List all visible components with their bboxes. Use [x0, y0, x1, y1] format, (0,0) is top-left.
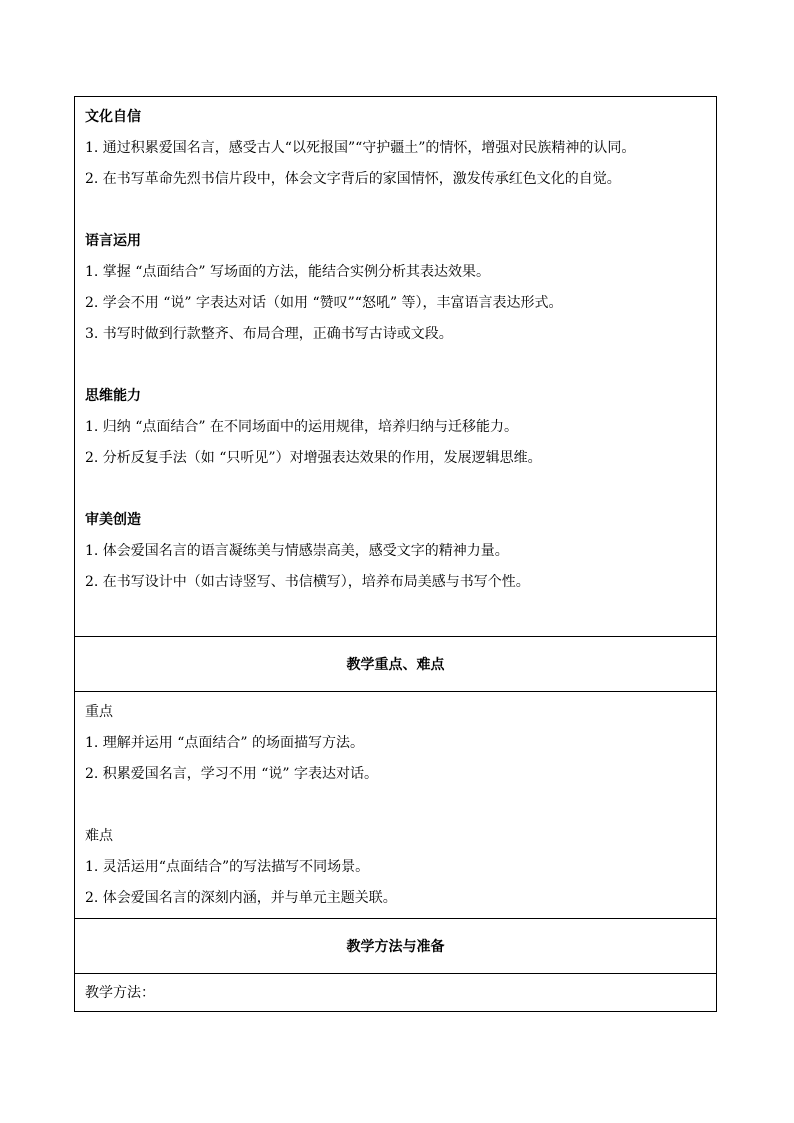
method-section-title: 教学方法与准备: [75, 918, 716, 973]
spacer: [85, 474, 706, 505]
method-cell: [75, 978, 716, 1009]
key-points-heading: 重点: [85, 704, 113, 720]
aesthetic-item-1: 1. 体会爱国名言的语言凝练美与情感崇高美，感受文字的精神力量。: [85, 543, 509, 559]
thinking-heading: 思维能力: [85, 388, 141, 404]
language-item-1: 1. 掌握 “点面结合” 写场面的方法，能结合实例分析其表达效果。: [85, 264, 491, 280]
culture-item-2: 2. 在书写革命先烈书信片段中，体会文字背后的家国情怀，激发传承红色文化的自觉。: [85, 171, 621, 187]
spacer: [85, 195, 706, 226]
spacer: [85, 790, 706, 821]
spacer: [85, 350, 706, 381]
focus-row: [75, 691, 716, 918]
key-point-item-2: 2. 积累爱国名言，学习不用 “说” 字表达对话。: [85, 766, 379, 782]
thinking-item-2: 2. 分析反复手法（如 “只听见”）对增强表达效果的作用，发展逻辑思维。: [85, 450, 542, 466]
difficulty-item-1: 1. 灵活运用“点面结合”的写法描写不同场景。: [85, 859, 370, 875]
thinking-item-1: 1. 归纳 “点面结合” 在不同场面中的运用规律，培养归纳与迁移能力。: [85, 419, 519, 435]
method-row: [75, 973, 716, 1011]
language-item-2: 2. 学会不用 “说” 字表达对话（如用 “赞叹”“怒吼” 等），丰富语言表达形式。: [85, 295, 563, 311]
difficulty-item-2: 2. 体会爱国名言的深刻内涵，并与单元主题关联。: [85, 890, 397, 906]
focus-section-title: 教学重点、难点: [75, 636, 716, 691]
aesthetic-item-2: 2. 在书写设计中（如古诗竖写、书信横写），培养布局美感与书写个性。: [85, 574, 530, 590]
key-point-item-1: 1. 理解并运用 “点面结合” 的场面描写方法。: [85, 735, 365, 751]
culture-heading: 文化自信: [85, 109, 141, 125]
language-item-3: 3. 书写时做到行款整齐、布局合理，正确书写古诗或文段。: [85, 326, 453, 342]
language-heading: 语言运用: [85, 233, 141, 249]
difficulties-heading: 难点: [85, 828, 113, 844]
aesthetic-heading: 审美创造: [85, 512, 141, 528]
lesson-plan-table: [74, 96, 717, 1012]
objectives-row: [75, 97, 716, 636]
focus-cell: [75, 697, 716, 914]
method-label: 教学方法：: [85, 985, 155, 1001]
culture-item-1: 1. 通过积累爱国名言，感受古人“以死报国”“守护疆土”的情怀，增强对民族精神的认同。: [85, 140, 636, 156]
objectives-cell: [75, 102, 716, 598]
